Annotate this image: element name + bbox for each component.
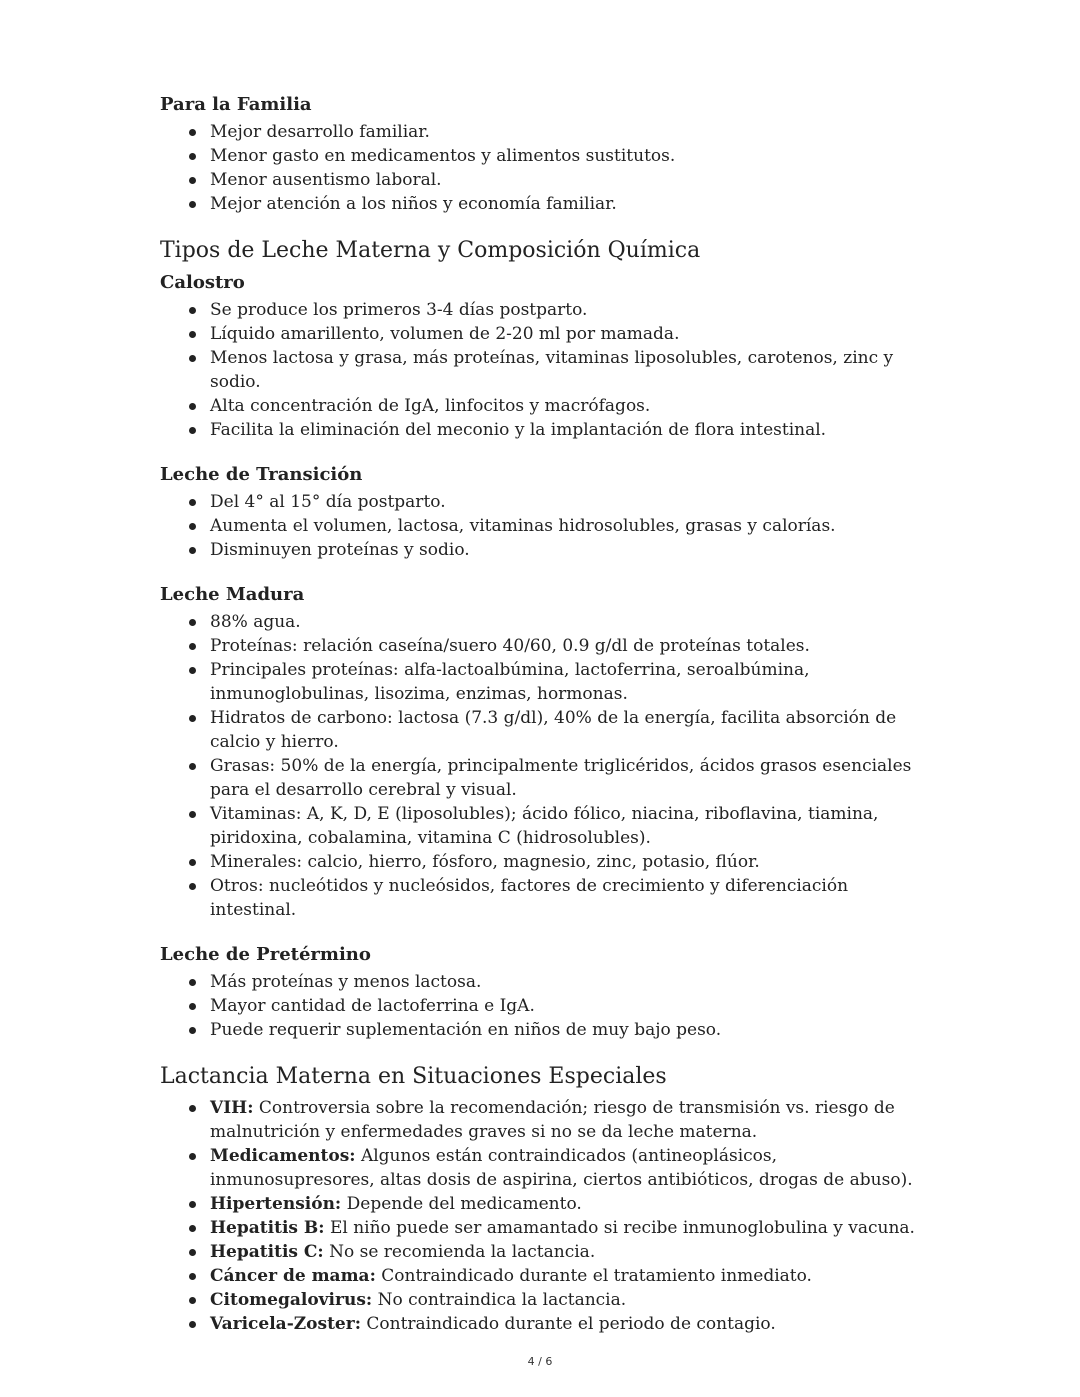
list-item: Vitaminas: A, K, D, E (liposolubles); ácido fólico, niacina, riboflavina, tiamina, piridoxina, cobalamina, vitamina C (hidrosolubles). <box>210 802 930 850</box>
list-leche-madura <box>160 610 930 922</box>
heading-tipos-de-leche: Tipos de Leche Materna y Composición Química <box>160 238 701 263</box>
list-item-hepatitis-b <box>210 1216 930 1240</box>
list-item: 88% agua. <box>210 610 930 634</box>
list-item: Otros: nucleótidos y nucleósidos, factores de crecimiento y diferenciación intestinal. <box>210 874 930 922</box>
list-item: Más proteínas y menos lactosa. <box>210 970 930 994</box>
term: Hepatitis C: <box>210 1242 324 1262</box>
list-item: Aumenta el volumen, lactosa, vitaminas hidrosolubles, grasas y calorías. <box>210 514 930 538</box>
list-leche-de-pretermino <box>160 970 930 1042</box>
list-item: Líquido amarillento, volumen de 2-20 ml por mamada. <box>210 322 930 346</box>
list-item: Menor ausentismo laboral. <box>210 168 930 192</box>
list-item: Principales proteínas: alfa-lactoalbúmina, lactoferrina, seroalbúmina, inmunoglobulinas, lisozima, enzimas, hormonas. <box>210 658 930 706</box>
list-item: Mayor cantidad de lactoferrina e IgA. <box>210 994 930 1018</box>
document-page <box>160 92 930 1356</box>
list-item: Proteínas: relación caseína/suero 40/60, 0.9 g/dl de proteínas totales. <box>210 634 930 658</box>
list-item: Mejor desarrollo familiar. <box>210 120 930 144</box>
term: Medicamentos: <box>210 1146 356 1166</box>
heading-para-la-familia: Para la Familia <box>160 94 312 115</box>
list-para-la-familia <box>160 120 930 216</box>
list-item-medicamentos <box>210 1144 930 1192</box>
term: VIH: <box>210 1098 254 1118</box>
term: Citomegalovirus: <box>210 1290 373 1310</box>
list-item: Mejor atención a los niños y economía familiar. <box>210 192 930 216</box>
description: No se recomienda la lactancia. <box>323 1242 596 1262</box>
list-item: Menos lactosa y grasa, más proteínas, vitaminas liposolubles, carotenos, zinc y sodio. <box>210 346 930 394</box>
term: Varicela-Zoster: <box>210 1314 361 1334</box>
list-item: Grasas: 50% de la energía, principalmente triglicéridos, ácidos grasos esenciales para el desarrollo cerebral y visual. <box>210 754 930 802</box>
heading-situaciones-especiales: Lactancia Materna en Situaciones Especiales <box>160 1064 667 1089</box>
heading-calostro: Calostro <box>160 272 245 293</box>
description: Algunos están contraindicados (antineoplásicos, inmunosupresores, altas dosis de aspirina, ciertos antibióticos, drogas de abuso). <box>210 1146 913 1190</box>
list-item: Hidratos de carbono: lactosa (7.3 g/dl), 40% de la energía, facilita absorción de calcio y hierro. <box>210 706 930 754</box>
heading-leche-madura: Leche Madura <box>160 584 305 605</box>
description: El niño puede ser amamantado si recibe inmunoglobulina y vacuna. <box>324 1218 915 1238</box>
list-item: Alta concentración de IgA, linfocitos y macrófagos. <box>210 394 930 418</box>
page-number: 4 / 6 <box>527 1355 553 1368</box>
list-item: Puede requerir suplementación en niños de muy bajo peso. <box>210 1018 930 1042</box>
list-item: Disminuyen proteínas y sodio. <box>210 538 930 562</box>
term: Hepatitis B: <box>210 1218 325 1238</box>
heading-leche-de-transicion: Leche de Transición <box>160 464 363 485</box>
list-item-varicela-zoster <box>210 1312 930 1336</box>
heading-leche-de-pretermino: Leche de Pretérmino <box>160 944 371 965</box>
list-calostro <box>160 298 930 442</box>
description: Contraindicado durante el tratamiento inmediato. <box>375 1266 812 1286</box>
list-leche-de-transicion <box>160 490 930 562</box>
description: No contraindica la lactancia. <box>372 1290 627 1310</box>
list-item-vih <box>210 1096 930 1144</box>
description: Depende del medicamento. <box>341 1194 582 1214</box>
list-situaciones-especiales <box>160 1096 930 1336</box>
list-item: Del 4° al 15° día postparto. <box>210 490 930 514</box>
list-item-citomegalovirus <box>210 1288 930 1312</box>
description: Contraindicado durante el periodo de contagio. <box>360 1314 776 1334</box>
list-item-cancer-de-mama <box>210 1264 930 1288</box>
term: Hipertensión: <box>210 1194 342 1214</box>
term: Cáncer de mama: <box>210 1266 376 1286</box>
list-item: Menor gasto en medicamentos y alimentos sustitutos. <box>210 144 930 168</box>
list-item-hipertension <box>210 1192 930 1216</box>
list-item: Se produce los primeros 3-4 días postparto. <box>210 298 930 322</box>
list-item: Minerales: calcio, hierro, fósforo, magnesio, zinc, potasio, flúor. <box>210 850 930 874</box>
list-item: Facilita la eliminación del meconio y la implantación de flora intestinal. <box>210 418 930 442</box>
list-item-hepatitis-c <box>210 1240 930 1264</box>
description: Controversia sobre la recomendación; riesgo de transmisión vs. riesgo de malnutrición y enfermedades graves si no se da leche materna. <box>210 1098 895 1142</box>
